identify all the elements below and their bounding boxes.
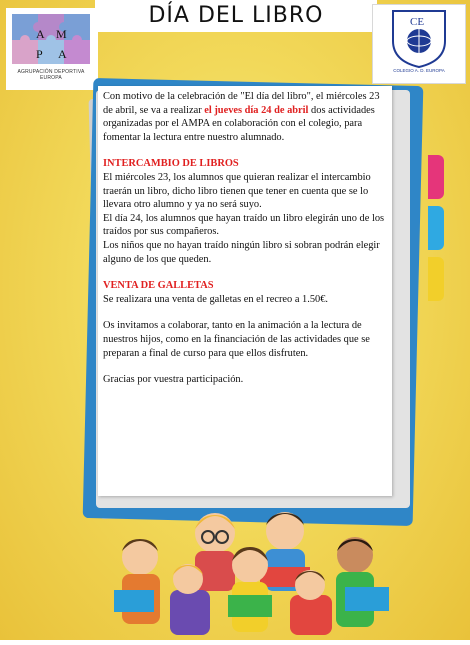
title-banner (95, 0, 377, 32)
intro-date-highlight: el jueves día 24 de abril (204, 104, 309, 116)
logo-letter-a1: A (36, 27, 45, 41)
logo-letter-p: P (36, 47, 43, 61)
exchange-paragraph-1: El miércoles 23, los alumnos que quieran realizar el intercambio traerán un libro, dicho libro tienen que tener en cuenta que se lo llevara otro alumno y ya no será suyo. (103, 171, 371, 211)
exchange-paragraph-2: El día 24, los alumnos que hayan traído un libro elegirán uno de los traídos por sus compañeros. (103, 212, 385, 238)
invitation-paragraph: Os invitamos a colaborar, tanto en la animación a la lectura de nuestros hijos, como en la financiación de las actividades que se preparan a final de curso para que ellos disfruten. (103, 320, 370, 359)
closing-line: Gracias por vuestra participación. (103, 374, 244, 386)
cookie-sale-heading: VENTA DE GALLETAS (103, 280, 214, 292)
page-title: DÍA DEL LIBRO (148, 3, 324, 28)
exchange-paragraph-3: Los niños que no hayan traído ningún libro si sobran podrán elegir alguno de los que queden. (103, 239, 380, 265)
children-reading-illustration (100, 495, 400, 640)
shield-icon (373, 5, 465, 69)
notebook-tab-yellow (428, 257, 444, 301)
logo-letter-a2: A (58, 47, 67, 61)
intro-text-after: dos actividades organizadas por el AMPA en colaboración con el colegio, para fomentar la lectura entre nuestro alumnado. (103, 104, 375, 143)
right-logo-caption: COLEGIO A. D. EUROPA (393, 68, 445, 73)
left-logo-caption: AGRUPACIÓN DEPORTIVA EUROPA (17, 69, 85, 81)
puzzle-logo-icon (6, 8, 98, 70)
cookie-sale-text: Se realizara una venta de galletas en el recreo a 1.50€. (103, 293, 329, 305)
school-logo-letters: CE (410, 16, 425, 28)
intro-paragraph (103, 90, 388, 144)
logo-letter-m: M (56, 27, 67, 41)
exchange-heading: INTERCAMBIO DE LIBROS (103, 158, 239, 170)
children-reading-icon (100, 495, 400, 640)
notebook-tab-pink (428, 155, 444, 199)
intro-text-before: Con motivo de la celebración de "El día del libro", el miércoles 23 de abril, se va a realizar (103, 91, 380, 116)
school-logo (372, 4, 466, 84)
notice-content (103, 90, 388, 387)
notebook-tab-blue (428, 206, 444, 250)
